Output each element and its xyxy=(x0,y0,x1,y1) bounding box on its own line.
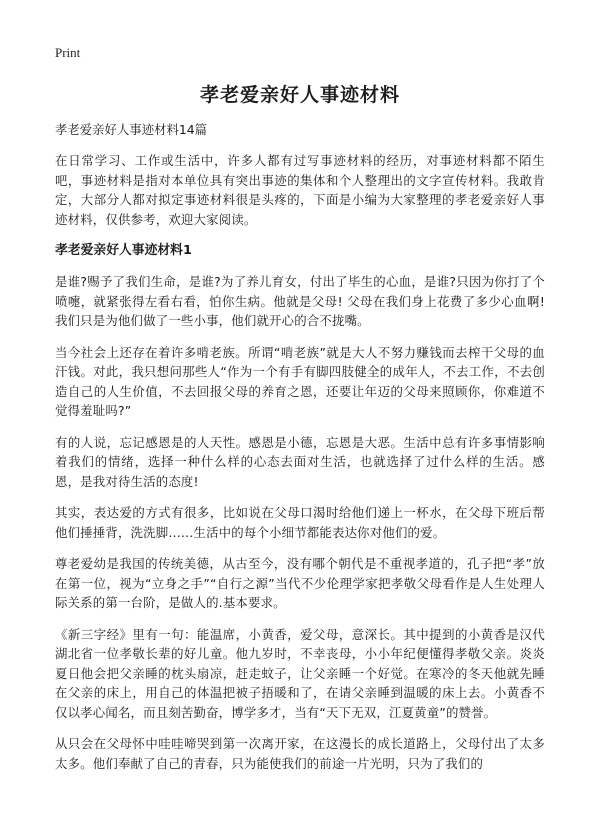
body-paragraph-4: 其实，表达爱的方式有很多，比如说在父母口渴时给他们递上一杯水，在父母下班后帮他们捶捶背，洗洗脚……生活中的每个小细节都能表达你对他们的爱。 xyxy=(55,505,545,540)
print-link[interactable]: Print xyxy=(55,45,81,60)
section-heading: 孝老爱亲好人事迹材料1 xyxy=(55,243,192,258)
body-paragraph-5: 尊老爱幼是我国的传统美德，从古至今，没有哪个朝代是不重视孝道的，孔子把“孝”放在第一位，视为“立身之手”“自行之源”当代不少伦理学家把孝敬父母看作是人生处理人际关系的第一台阶，是做人的.基本要求。 xyxy=(55,556,545,610)
body-paragraph-6: 《新三字经》里有一句：能温席，小黄香，爱父母，意深长。其中提到的小黄香是汉代湖北省一位孝敬长辈的好儿童。他九岁时，不幸丧母，小小年纪便懂得孝敬父亲。炎炎夏日他会把父亲睡的枕头扇凉，赶走蚊子，让父亲睡一个好觉。在寒冷的冬天他就先睡在父亲的床上，用自己的体温把被子捂暖和了，在请父亲睡到温暖的床上去。小黄香不仅以孝心闻名，而且刻苦勤奋，博学多才，当有“天下无双，江夏黄童”的赞誉。 xyxy=(55,626,545,720)
intro-paragraph: 在日常学习、工作或生活中，许多人都有过写事迹材料的经历，对事迹材料都不陌生吧，事迹材料是指对本单位具有突出事迹的集体和个人整理出的文字宣传材料。我敢肯定，大部分人都对拟定事迹材料很是头疼的，下面是小编为大家整理的孝老爱亲好人事迹材料，仅供参考，欢迎大家阅读。 xyxy=(55,153,545,227)
document-subtitle: 孝老爱亲好人事迹材料14篇 xyxy=(55,122,208,137)
body-paragraph-3: 有的人说，忘记感恩是的人天性。感恩是小德，忘恩是大恶。生活中总有许多事情影响着我们的情绪，选择一种什么样的心态去面对生活，也就选择了过什么样的生活。感恩，是我对待生活的态度! xyxy=(55,434,545,489)
document-body xyxy=(55,120,545,785)
body-paragraph-2: 当今社会上还存在着许多啃老族。所谓“啃老族”就是大人不努力赚钱而去榨干父母的血汗钱。对此，我只想问那些人“作为一个有手有脚四肢健全的成年人，不去工作，不去创造自己的人生价值，不去回报父母的养育之恩，还要让年迈的父母来照顾你，你难道不觉得羞耻吗?” xyxy=(55,344,545,418)
document-title: 孝老爱亲好人事迹材料 xyxy=(199,84,400,106)
body-paragraph-7: 从只会在父母怀中哇哇啼哭到第一次离开家，在这漫长的成长道路上，父母付出了太多太多。他们奉献了自己的青春，只为能使我们的前途一片光明，只为了我们的 xyxy=(55,736,545,771)
body-paragraph-1: 是谁?赐予了我们生命，是谁?为了养儿育女，付出了毕生的心血，是谁?只因为你打了个喷嚏，就紧张得左看右看，怕你生病。他就是父母! 父母在我们身上花费了多少心血啊!我们只是为他们做了一些小事，他们就开心的合不拢嘴。 xyxy=(55,274,545,328)
